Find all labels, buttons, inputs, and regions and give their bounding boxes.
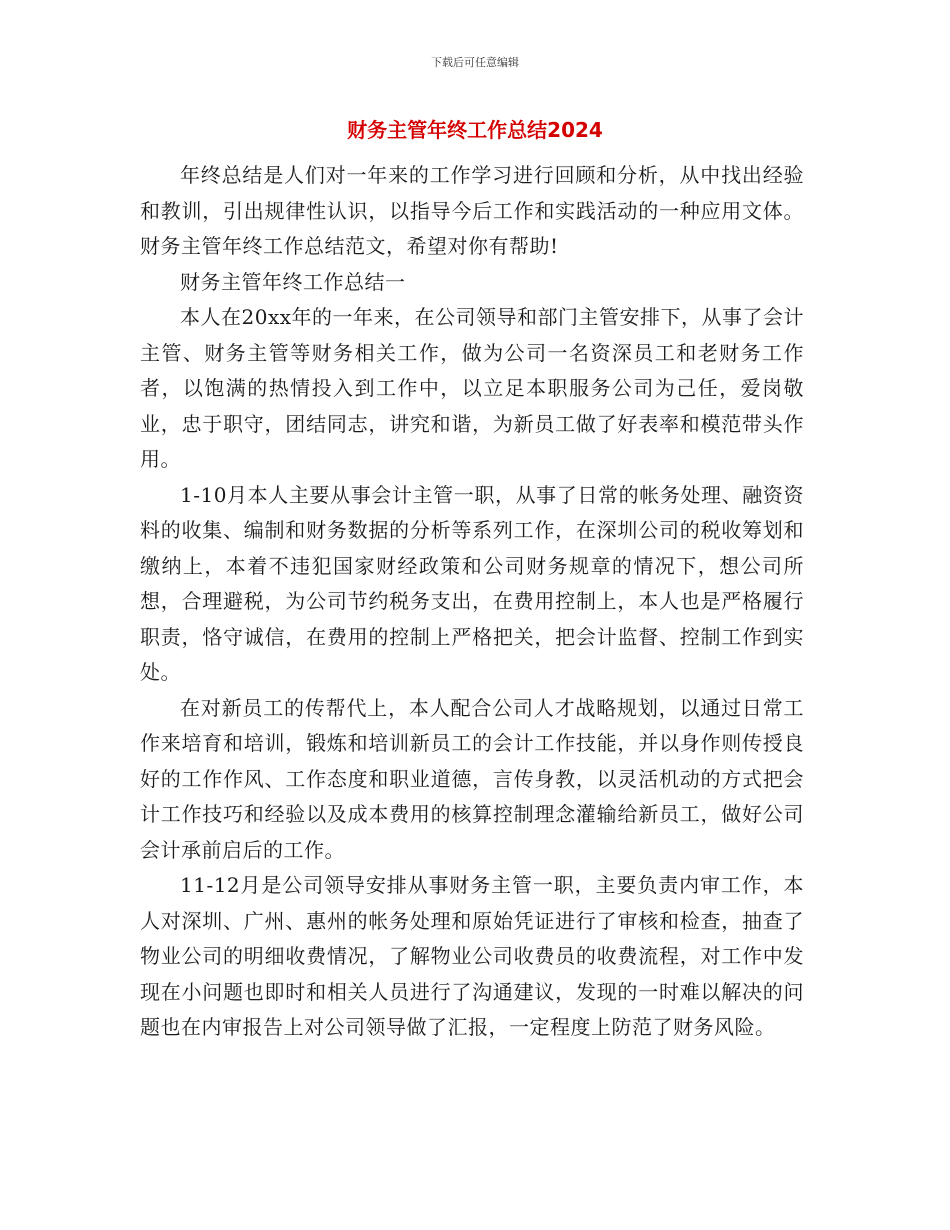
paragraph: 本人在20xx年的一年来，在公司领导和部门主管安排下，从事了会计主管、财务主管等财务相关工作，做为公司一名资深员工和老财务工作者，以饱满的热情投入到工作中，以立足本职服务公司为己任，爱岗敬业，忠于职守，团结同志，讲究和谐，为新员工做了好表率和模范带头作用。 [140,305,805,471]
paragraph: 在对新员工的传帮代上，本人配合公司人才战略规划，以通过日常工作来培育和培训，锻炼和培训新员工的会计工作技能，并以身作则传授良好的工作作风、工作态度和职业道德，言传身教，以灵活机动的方式把会计工作技巧和经验以及成本费用的核算控制理念灌输给新员工，做好公司会计承前启后的工作。 [140,695,804,862]
section-heading: 财务主管年终工作总结一 [180,269,406,294]
document-body [140,158,804,1046]
paragraph: 1-10月本人主要从事会计主管一职，从事了日常的帐务处理、融资资料的收集、编制和财务数据的分析等系列工作，在深圳公司的税收筹划和缴纳上，本着不违犯国家财经政策和公司财务规章的情况下，想公司所想，合理避税，为公司节约税务支出，在费用控制上，本人也是严格履行职责，恪守诚信，在费用的控制上严格把关，把会计监督、控制工作到实处。 [140,482,804,684]
paragraph: 11-12月是公司领导安排从事财务主管一职，主要负责内审工作，本人对深圳、广州、惠州的帐务处理和原始凭证进行了审核和检查，抽查了物业公司的明细收费情况，了解物业公司收费员的收费流程，对工作中发现在小问题也即时和相关人员进行了沟通建议，发现的一时难以解决的问题也在内审报告上对公司领导做了汇报，一定程度上防范了财务风险。 [140,873,804,1039]
paragraph-intro: 年终总结是人们对一年来的工作学习进行回顾和分析，从中找出经验和教训，引出规律性认识，以指导今后工作和实践活动的一种应用文体。财务主管年终工作总结范文，希望对你有帮助! [140,163,804,258]
header-note: 下载后可任意编辑 [431,56,519,69]
document-title: 财务主管年终工作总结2024 [347,118,603,142]
